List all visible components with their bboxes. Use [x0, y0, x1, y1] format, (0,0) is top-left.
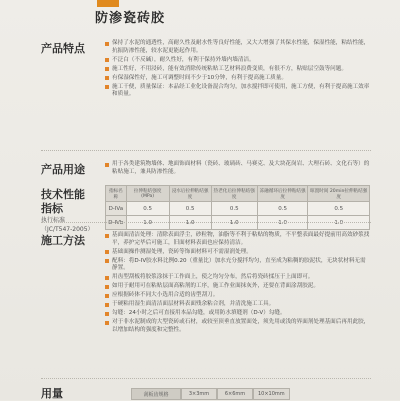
spec-standard-code: （JC/T547-2005）	[41, 226, 94, 233]
amount-cell: 6×6mm	[217, 388, 253, 400]
list-item: 基面面清洁处理：清除表面浮尘，砂粒物，油脂等不利于粘贴的物质，不平整表面最好提前用高效砂浆找平，养护完毕后可施工，旧面材料表面也应保持清洁。	[105, 232, 370, 247]
method-list	[105, 232, 370, 336]
spec-header-cell: 热老化后拉伸粘结强度	[211, 186, 257, 202]
amount-cell: 3×3mm	[181, 388, 217, 400]
list-item: 有保湿保性好，施工可调整时间不少于10分钟，有利于提高施工质量。	[105, 75, 370, 83]
list-item: 施工干便，质量保证：本品经工业化设备混合均匀，加水搅拌即可使用，施工方便，有利于提高施工效率和质量。	[105, 84, 370, 99]
section-divider	[41, 378, 371, 379]
list-item: 用于各类建筑物墙体、地面饰面材料（瓷砖、玻璃砖、马赛克、及大块花岗岩、大理石砖、文化石等）的粘贴施工，兼具防渗性能。	[105, 161, 370, 176]
features-heading: 产品特点	[41, 42, 85, 55]
spec-header-cell: 冻融循环后拉伸粘结强度	[257, 186, 308, 202]
spec-header-cell: 浸水后拉伸粘结强度	[169, 186, 211, 202]
spec-table	[105, 185, 370, 230]
spec-cell: D-IVa	[106, 202, 127, 216]
list-item: 对于非水泥制成的大型瓷砖或石材，或较至顶垂直放置面处，须先用或浅的界面剂处理基面后再用此胶，以增加结构的强度和完整性。	[105, 319, 370, 334]
list-item: 于硬粘用湿生面清洁面层材料表面残余粘合剂，并清洗施工工具。	[105, 301, 370, 309]
spec-cell: 0.5	[126, 202, 169, 216]
spec-cell: 1.0	[126, 216, 169, 230]
features-list	[105, 40, 370, 100]
spec-cell: 0.5	[169, 202, 211, 216]
spec-cell: 0.5	[211, 202, 257, 216]
spec-cell: 1.0	[211, 216, 257, 230]
list-item: 如用于耐用可在粘贴层面高粘剂的工序，施工作业面抹灰外，还要在背面涂刮胶泥。	[105, 283, 370, 291]
list-item: 施工性好，不用浸砖，能有效消除传统粘贴工艺材料浪费变质，有很不方，粘贴层空鼓等问题。	[105, 66, 370, 74]
spec-cell: 1.0	[308, 216, 370, 230]
spec-heading	[41, 188, 94, 234]
spec-heading-line2: 指标	[41, 202, 63, 215]
amount-cell: 刮板齿规格	[131, 388, 181, 400]
section-divider	[41, 222, 371, 223]
usage-list	[105, 161, 370, 178]
spec-heading-line1: 技术性能	[41, 188, 85, 201]
usage-heading: 产品用途	[41, 163, 85, 176]
section-divider	[41, 150, 371, 151]
spec-cell: D-IVb	[106, 216, 127, 230]
list-item: 配料：将D-IV胶水料比例0.20（重量比）加水充分搅拌均匀，直至成为粘稠的胶泥状，无块状材料无需静置。	[105, 258, 370, 273]
list-item: 应根据砖体不同大小选用合适的齿型刮刀。	[105, 292, 370, 300]
list-item: 不泛白（不反碱），耐久性好，有利于保持外墙内墙清洁。	[105, 57, 370, 65]
spec-header-row	[106, 186, 370, 202]
spec-header-cell: 指标名称	[106, 186, 127, 202]
spec-header-cell: 晾置时间 20min拉伸粘结强度	[308, 186, 370, 202]
product-title: 防渗瓷砖胶	[95, 11, 166, 26]
list-item: 保持了水泥的通透性，高耐久性及耐水性等良好性能，又大大增强了其保水性能，保湿性能，粘结性能，抗振防渗性能，较水泥更能起作用。	[105, 40, 370, 55]
spec-cell: 1.0	[257, 216, 308, 230]
list-item: 勾缝：24小时之后可直接用本品勾缝，或用防水填缝剂（D-V）勾缝。	[105, 310, 370, 318]
spec-standard-label: 执行标准	[41, 217, 66, 224]
list-item: 用齿型刮板将胶浆涂抹于工作面上，使之均匀分布，然后将瓷砖揉压于上面即可。	[105, 274, 370, 282]
spec-cell: 1.0	[169, 216, 211, 230]
spec-cell: 0.5	[308, 202, 370, 216]
method-heading: 施工方法	[41, 234, 85, 247]
amount-table	[131, 388, 290, 400]
spec-header-cell: 拉伸粘结强度 (MPa)	[126, 186, 169, 202]
amount-cell: 10×10mm	[253, 388, 290, 400]
list-item: 基础面操作测湿处理，瓷砖等饰面材料可不需湿润处理。	[105, 249, 370, 257]
spec-cell: 0.5	[257, 202, 308, 216]
brand-accent-tab	[97, 0, 119, 7]
table-row	[106, 202, 370, 216]
amount-heading: 用量	[41, 387, 63, 400]
